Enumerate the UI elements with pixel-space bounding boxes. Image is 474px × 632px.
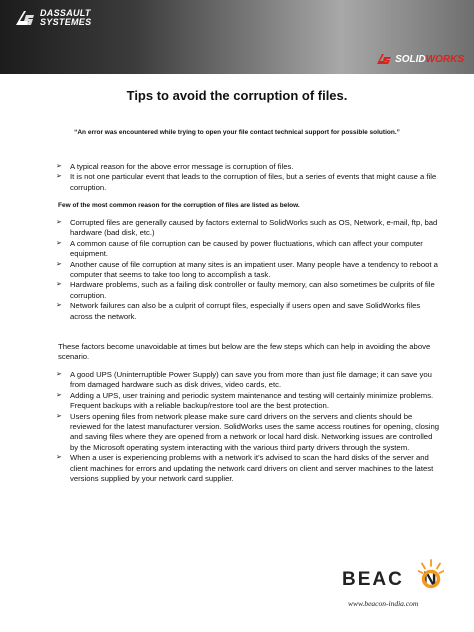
brand-line-2: SYSTEMES	[40, 17, 92, 27]
bullet-arrow-icon: ➢	[56, 260, 62, 268]
bullet-arrow-icon: ➢	[56, 281, 62, 289]
beacon-url: www.beacon-india.com	[348, 599, 419, 608]
bullet-arrow-icon: ➢	[56, 219, 62, 226]
steps-list	[56, 370, 442, 484]
bullet-arrow-icon: ➢	[56, 412, 62, 420]
list-item	[56, 259, 442, 281]
bullet-arrow-icon: ➢	[56, 173, 62, 181]
list-item	[56, 390, 442, 412]
list-item-text: Network failures can also be a culprit of corrupt files, especially if users open and save SolidWorks files across the network.	[70, 301, 421, 321]
list-item-text: A good UPS (Uninterruptible Power Supply) can save you from more than just file damage; it can save you from damaged hardware such as disk drives, video cards, etc.	[70, 370, 432, 390]
bullet-arrow-icon: ➢	[56, 302, 62, 310]
dassault-wordmark	[40, 9, 91, 27]
beacon-word-end: N	[422, 569, 439, 590]
list-item-text: A common cause of file corruption can be caused by power fluctuations, which can affect your computer equipment.	[70, 238, 423, 259]
reasons-list	[56, 218, 442, 322]
bullet-arrow-icon: ➢	[56, 454, 62, 462]
list-item-text: A typical reason for the above error message is corruption of files.	[70, 162, 294, 171]
bullet-arrow-icon: ➢	[56, 391, 62, 399]
list-item	[56, 453, 442, 484]
dassault-logo	[14, 9, 91, 27]
intro-list	[56, 162, 442, 193]
document-title: Tips to avoid the corruption of files.	[126, 88, 348, 103]
list-item-text: Another cause of file corruption at many sites is an impatient user. Many people have a tendency to reboot a computer that seems to take too long to accomplish a task.	[70, 259, 438, 280]
list-item	[56, 411, 442, 454]
list-item	[56, 370, 442, 391]
list-item	[56, 218, 442, 239]
ds-mark-icon	[376, 53, 392, 65]
list-item	[56, 162, 442, 172]
solidworks-logo	[376, 53, 464, 65]
list-item	[56, 238, 442, 260]
list-item	[56, 280, 442, 301]
beacon-sun-icon	[418, 559, 444, 593]
header-banner	[0, 0, 474, 74]
ds-mark-icon	[14, 9, 36, 27]
solidworks-wordmark	[395, 54, 464, 65]
list-item-text: Adding a UPS, user training and periodic system maintenance and testing will certainly minimize problems. Frequent backups with a reliable backup/restore tool are the best protection.	[70, 390, 434, 411]
list-item-text: Users opening files from network please make sure card drivers on the servers and clients should be reviewed for the latest manufacturer version. SolidWorks uses the same access routines for opening, closing and saving files where they are opened from a network or local hard disk. Networking issues are controlled by the Microsoft operating system interacting with the various third party drivers through the system.	[70, 411, 440, 452]
product-prefix: SOLID	[395, 53, 426, 65]
list-item	[56, 301, 442, 322]
beacon-word-start: BEAC	[342, 569, 404, 590]
list-item-text: Hardware problems, such as a failing disk controller or faulty memory, can also sometimes be culprits of file corruption.	[70, 280, 435, 300]
list-item	[56, 172, 442, 193]
list-item-text: When a user is experiencing problems with a network it’s advised to scan the hard disks of the server and client machines for errors and updating the network card drivers on client and server machines to the latest versions supplied by your network card supplier.	[70, 453, 434, 484]
list-item-text: Corrupted files are generally caused by factors external to SolidWorks such as OS, Network, e-mail, ftp, bad hardware (bad disk, etc.)	[70, 218, 438, 238]
bullet-arrow-icon: ➢	[56, 239, 62, 247]
error-quote: “An error was encountered while trying to open your file contact technical support for possible solution.”	[74, 129, 400, 136]
bullet-arrow-icon: ➢	[56, 371, 62, 378]
reasons-heading: Few of the most common reason for the corruption of files are listed as below.	[58, 202, 300, 209]
bullet-arrow-icon: ➢	[56, 163, 62, 170]
product-suffix: WORKS	[425, 53, 464, 65]
beacon-logo	[330, 555, 460, 625]
list-item-text: It is not one particular event that leads to the corruption of files, but a series of events that might cause a file corruption.	[70, 172, 437, 192]
steps-intro: These factors become unavoidable at times but below are the few steps which can help in avoiding the above scenario.	[58, 342, 431, 362]
brand-line-1: DASSAULT	[40, 8, 91, 18]
